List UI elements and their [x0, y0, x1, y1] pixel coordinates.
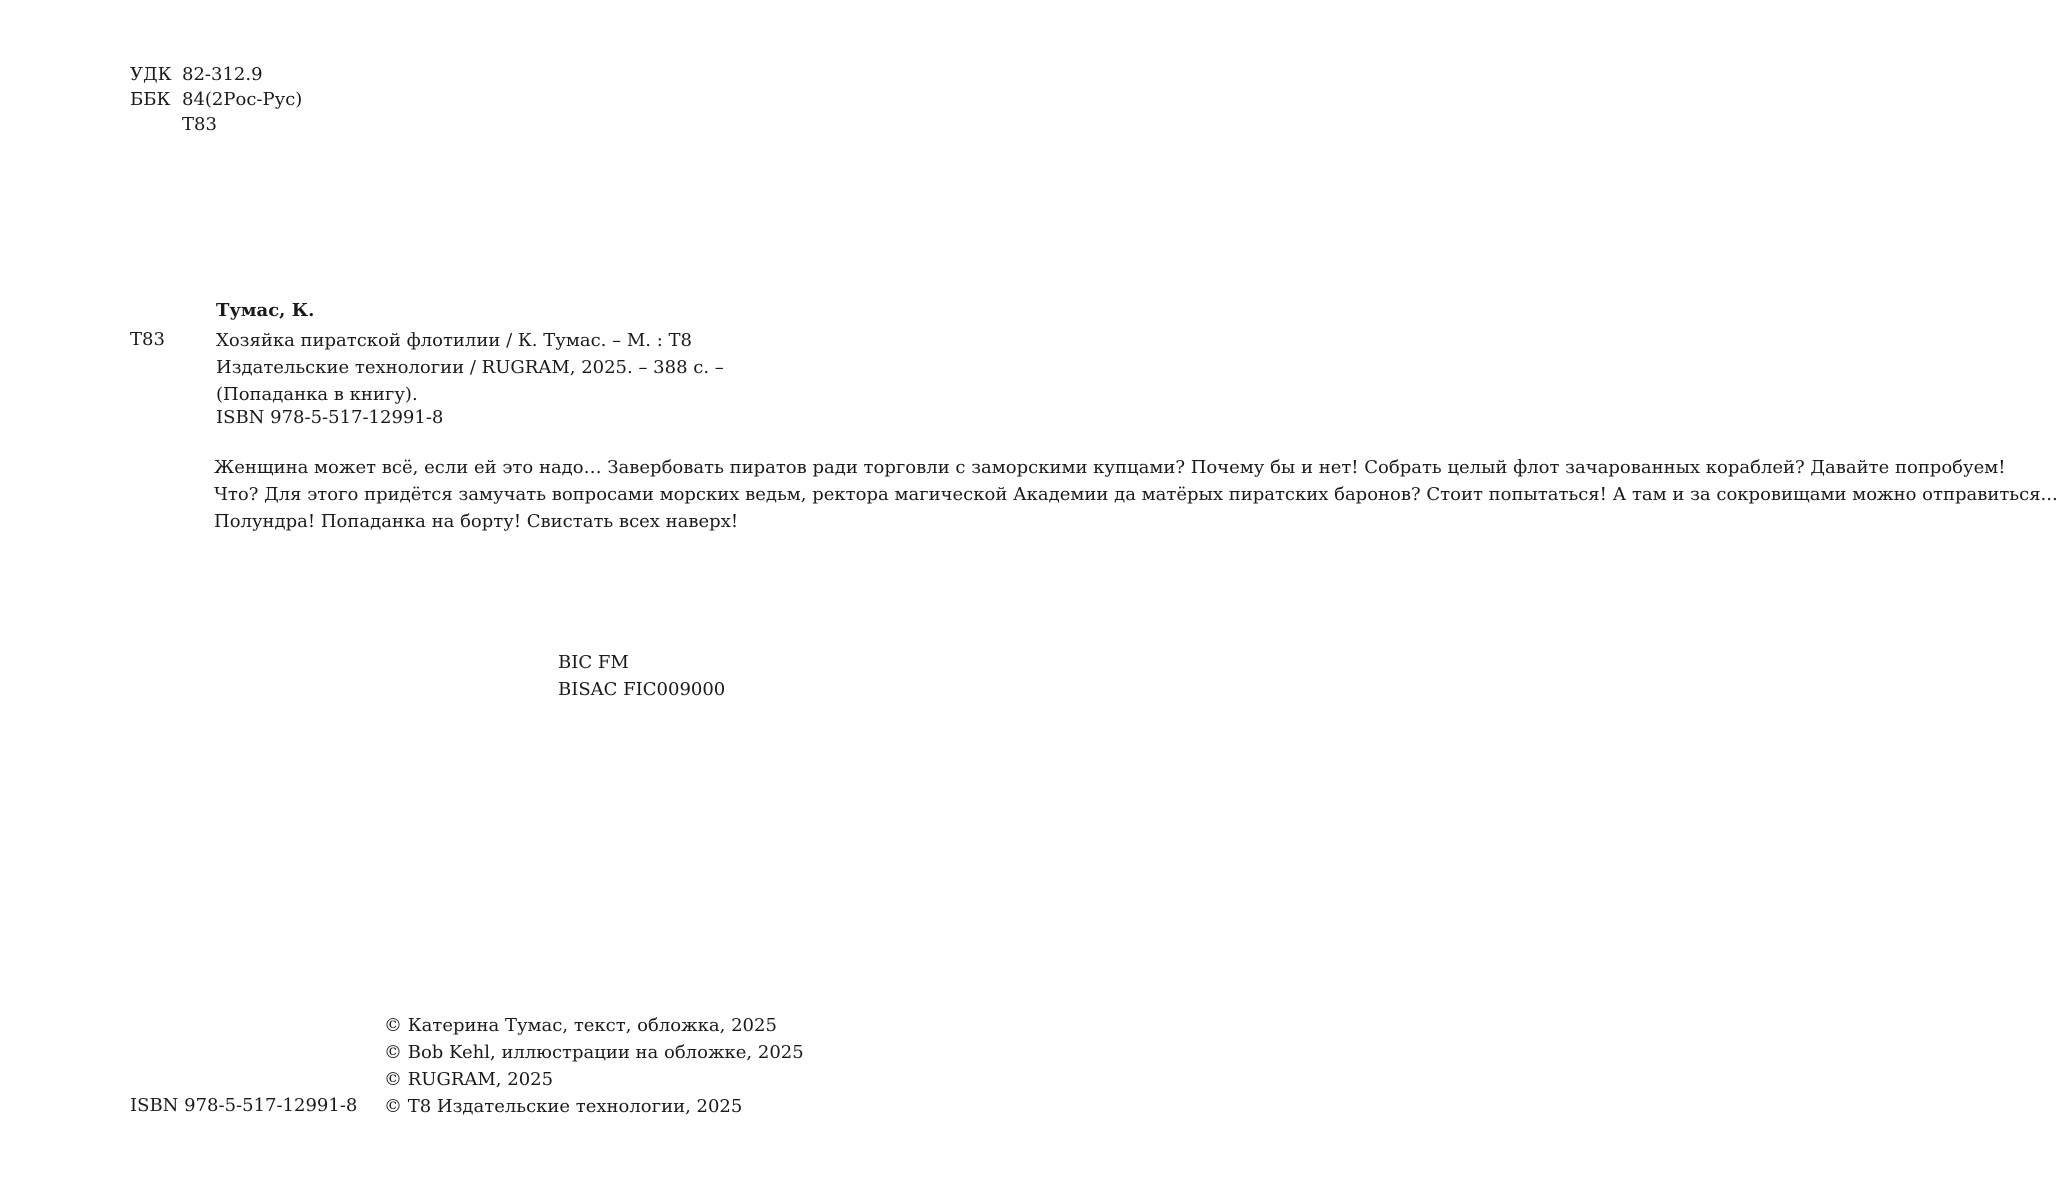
- copyright-line: © Катерина Тумас, текст, обложка, 2025: [384, 1015, 777, 1036]
- isbn-line: ISBN 978-5-517-12991-8: [216, 407, 444, 428]
- bbk-value: 84(2Рос-Рус): [182, 89, 303, 110]
- copyright-line: © RUGRAM, 2025: [384, 1069, 554, 1090]
- copyright-line: © Bob Kehl, иллюстрации на обложке, 2025: [384, 1042, 804, 1063]
- annotation-paragraph: Что? Для этого придётся замучать вопросами морских ведьм, ректора магической Академии да матёрых пиратских баронов? Стоит попытаться! А там и за сокровищами можно отправиться...: [214, 484, 2058, 505]
- cutter-mark: Т83: [130, 329, 165, 350]
- cutter-row: [130, 112, 302, 137]
- subject-codes: [558, 649, 725, 703]
- bisac-code: BISAC FIC009000: [558, 679, 726, 700]
- footer-isbn: ISBN 978-5-517-12991-8: [130, 1095, 358, 1116]
- annotation-paragraph: Полундра! Попаданка на борту! Свистать всех наверх!: [214, 511, 739, 532]
- cutter-code: Т83: [182, 114, 217, 135]
- bibliographic-record: Хозяйка пиратской флотилии / К. Тумас. – М. : Т8 Издательские технологии / RUGRAM, 2025. – 388 с. – (Попаданка в книгу).: [216, 330, 724, 405]
- author-heading: Тумас, К.: [216, 300, 315, 321]
- copyright-line: © Т8 Издательские технологии, 2025: [384, 1096, 743, 1117]
- copyright-block: [384, 1012, 804, 1120]
- annotation: [182, 454, 2058, 535]
- udk-value: 82-312.9: [182, 64, 263, 85]
- classification-block: [130, 62, 302, 137]
- annotation-paragraph: Женщина может всё, если ей это надо… Завербовать пиратов ради торговли с заморскими купцами? Почему бы и нет! Собрать целый флот зачарованных кораблей? Давайте попробуем!: [214, 457, 2006, 478]
- bbk-row: [130, 87, 302, 112]
- bic-code: BIC FM: [558, 652, 629, 673]
- bbk-label: ББК: [130, 89, 171, 110]
- udk-label: УДК: [130, 64, 172, 85]
- udk-row: [130, 62, 302, 87]
